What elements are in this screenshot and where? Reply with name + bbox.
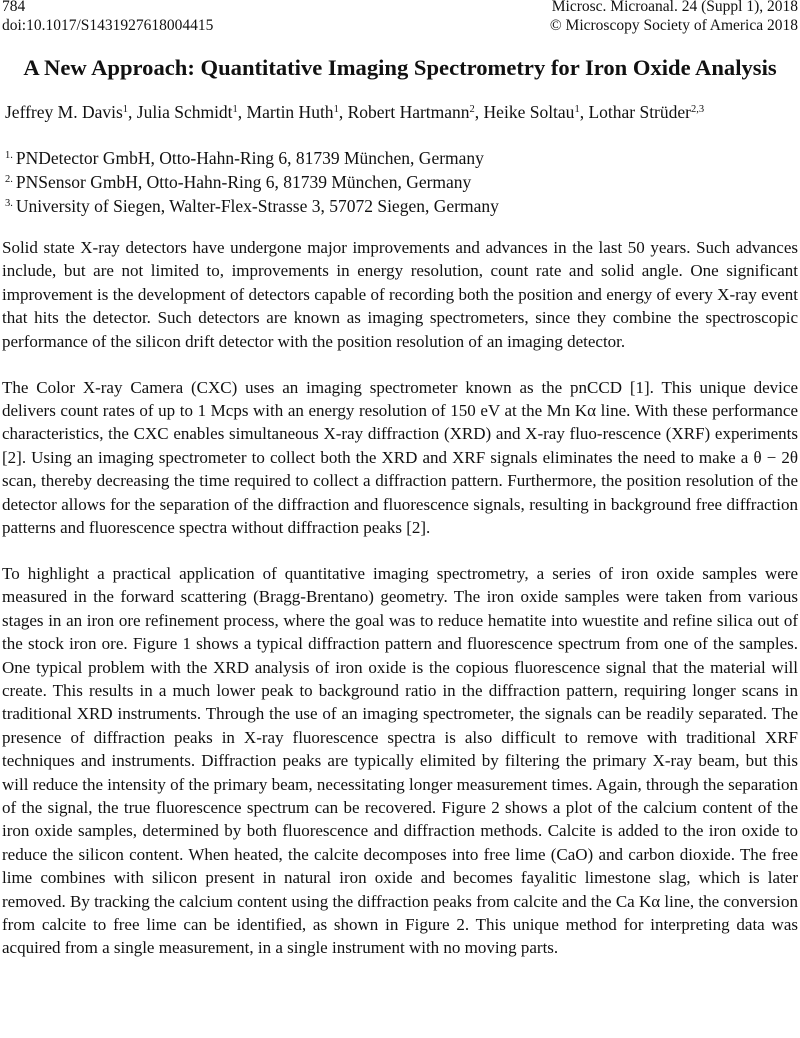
affiliation-text: University of Siegen, Walter-Flex-Strasse 3, 57072 Siegen, Germany (15, 196, 499, 216)
affiliation-item (5, 146, 800, 170)
author-affiliation-mark: 1 (122, 104, 129, 115)
affiliation-number: 2. (5, 174, 13, 185)
body-paragraph: The Color X-ray Camera (CXC) uses an imaging spectrometer known as the pnCCD [1]. This unique device delivers count rates of up to 1 Mcps with an energy resolution of 150 eV at the Mn Kα line. With these performance characteristics, the CXC enables simultaneous X-ray diffraction (XRD) and X-ray fluo-rescence (XRF) experiments [2]. Using an imaging spectrometer to collect both the XRD and XRF signals eliminates the need to make a θ − 2θ scan, thereby decreasing the time required to collect a diffraction pattern. Furthermore, the position resolution of the detector allows for the separation of the diffraction and fluorescence signals, resulting in background free diffraction patterns and fluorescence spectra without diffraction peaks [2]. (2, 377, 798, 537)
author-name: Heike Soltau (483, 102, 575, 122)
header-right (550, 0, 798, 35)
author-affiliation-mark: 2 (469, 104, 475, 115)
affiliation-number: 3. (5, 198, 13, 209)
author-affiliation-mark: 1 (333, 104, 339, 115)
copyright-notice: © Microscopy Society of America 2018 (549, 17, 798, 34)
affiliation-text: PNDetector GmbH, Otto-Hahn-Ring 6, 81739 München, Germany (15, 148, 484, 168)
author-name: Robert Hartmann (347, 102, 470, 122)
paper-title: A New Approach: Quantitative Imaging Spectrometry for Iron Oxide Analysis (23, 55, 777, 80)
author-list: Jeffrey M. Davis$^1$, Julia Schmidt$^1$, Martin Huth$^1$, Robert Hartmann$^2$, Heike Soltau$^1$, Lothar Strüder$^{2,3}$ (5, 102, 705, 122)
affiliation-number: 1. (5, 150, 13, 161)
affiliation-text: PNSensor GmbH, Otto-Hahn-Ring 6, 81739 München, Germany (15, 172, 472, 192)
author-name: Julia Schmidt (136, 102, 233, 122)
affiliation-list (5, 146, 800, 218)
header-left (2, 0, 213, 35)
page-number: 784 (2, 0, 26, 15)
doi-link[interactable]: doi:10.1017/S1431927618004415 (2, 17, 214, 34)
body-text (2, 236, 798, 982)
author-name: Martin Huth (246, 102, 334, 122)
body-paragraph: To highlight a practical application of quantitative imaging spectrometry, a series of iron oxide samples were measured in the forward scattering (Bragg-Brentano) geometry. The iron oxide samples were taken from various stages in an iron ore refinement process, where the goal was to reduce hematite into wuestite and refine silica out of the stock iron ore. Figure 1 shows a typical diffraction pattern and fluorescence spectrum from one of the samples. One typical problem with the XRD analysis of iron oxide is the copious fluorescence signal that the material will create. This results in a much lower peak to background ratio in the diffraction pattern, requiring longer scans in traditional XRD instruments. Through the use of an imaging spectrometer, the signals can be readily separated. The presence of diffraction peaks in X-ray fluorescence spectra is also difficult to remove with traditional XRF techniques and instruments. Diffraction peaks are typically elimited by filtering the primary X-ray beam, but this will reduce the intensity of the primary beam, necessitating longer measurement times. Again, through the separation of the signal, the true fluorescence spectrum can be recovered. Figure 2 shows a plot of the calcium content of the iron oxide samples, determined by both fluorescence and diffraction methods. Calcite is added to the iron oxide to reduce the silicon content. When heated, the calcite decomposes into free lime (CaO) and carbon dioxide. The free lime combines with silicon present in natural iron oxide and becomes fayalitic limestone slag, which is later removed. By tracking the calcium content using the diffraction peaks from calcite and the Ca Kα line, the conversion from calcite to free lime can be identified, as shown in Figure 2. This unique method for interpreting data was acquired from a single measurement, in a single instrument with no moving parts. (2, 563, 799, 958)
author-name: Jeffrey M. Davis (5, 102, 123, 122)
author-affiliation-mark: 1 (574, 104, 580, 115)
journal-citation: Microsc. Microanal. 24 (Suppl 1), 2018 (551, 0, 798, 15)
body-paragraph: Solid state X-ray detectors have undergone major improvements and advances in the last 50 years. Such advances include, but are not limited to, improvements in energy resolution, count rate and solid angle. One significant improvement is the development of detectors capable of recording both the position and energy of every X-ray event that hits the detector. Such detectors are known as imaging spectrometers, since they combine the spectroscopic performance of the silicon drift detector with the position resolution of an imaging detector. (2, 238, 798, 351)
affiliation-item (5, 170, 800, 194)
author-name: Lothar Strüder (588, 102, 691, 122)
affiliation-item (5, 194, 800, 218)
running-header (0, 0, 800, 34)
author-affiliation-mark: 1 (232, 104, 238, 115)
author-affiliation-mark: 2,3 (690, 104, 705, 115)
